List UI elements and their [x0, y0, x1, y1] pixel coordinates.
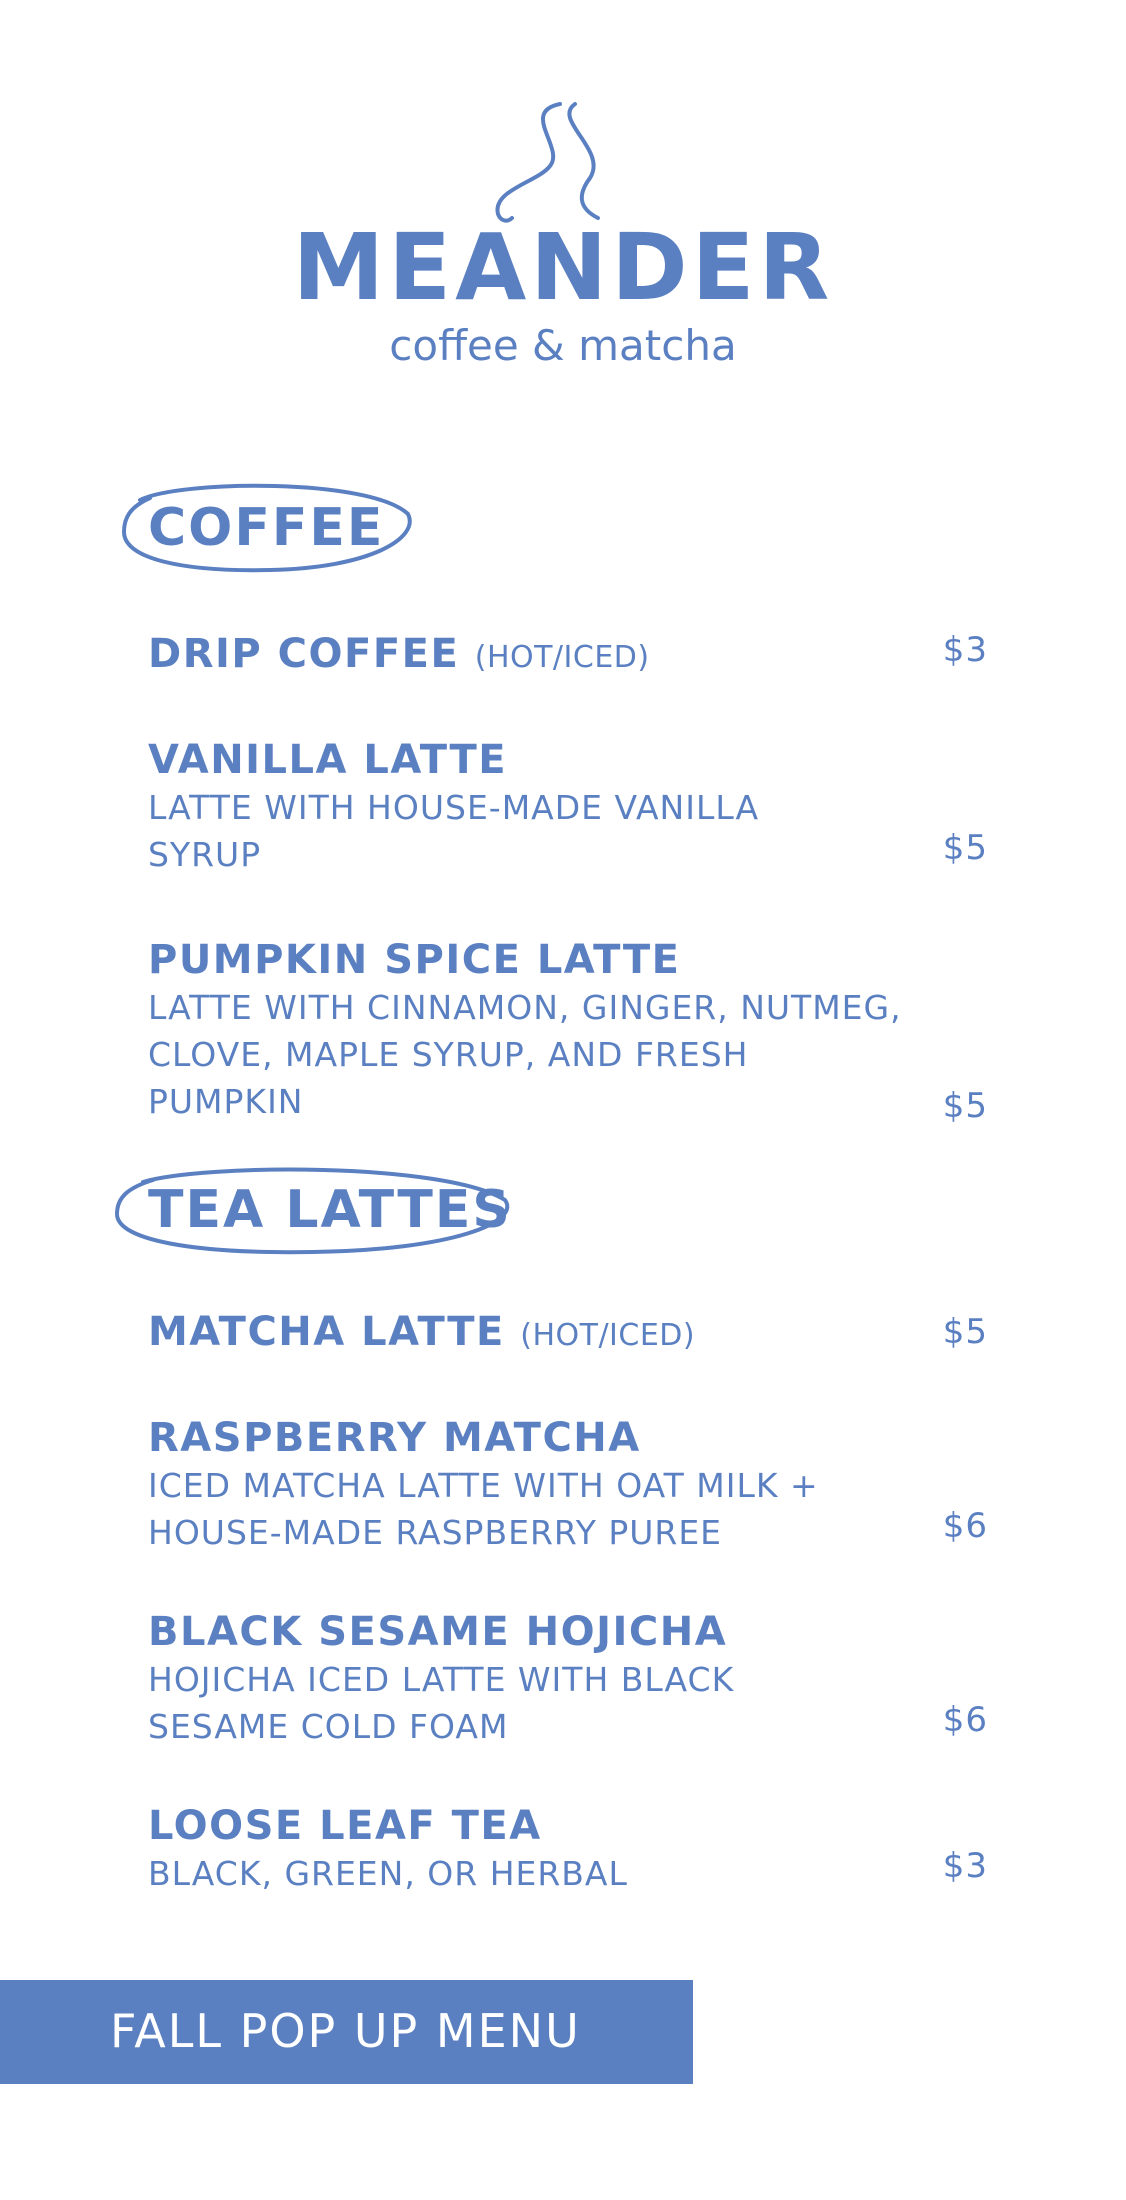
item-name: LOOSE LEAF TEA [148, 1803, 542, 1849]
item-name: BLACK SESAME HOJICHA [148, 1609, 728, 1655]
menu-item [148, 736, 988, 878]
menu-item [148, 936, 988, 1125]
menu-item [148, 1414, 988, 1556]
steam-icon [490, 100, 620, 225]
menu-item [148, 1608, 988, 1750]
section-heading-tea-lattes [113, 1162, 518, 1257]
item-price: $3 [942, 630, 988, 670]
section-title: COFFEE [148, 498, 385, 558]
brand-tagline: coffee & matcha [389, 321, 737, 370]
item-price: $5 [942, 828, 988, 868]
item-description: BLACK, GREEN, OR HERBAL [148, 1854, 628, 1893]
banner-label: FALL POP UP MENU [110, 2004, 581, 2058]
item-note: (HOT/ICED) [520, 1318, 696, 1353]
section-heading-coffee [120, 480, 420, 575]
item-name: PUMPKIN SPICE LATTE [148, 937, 681, 983]
item-price: $6 [942, 1700, 988, 1740]
item-description: HOJICHA ICED LATTE WITH BLACK SESAME COLD FOAM [148, 1660, 735, 1746]
brand-name: MEANDER [292, 214, 834, 321]
item-price: $3 [942, 1846, 988, 1886]
item-name: VANILLA LATTE [148, 737, 508, 783]
menu-item [148, 630, 988, 682]
item-price: $6 [942, 1506, 988, 1546]
item-note: (HOT/ICED) [474, 640, 650, 675]
item-name: MATCHA LATTE (HOT/ICED) [148, 1309, 696, 1355]
item-name: DRIP COFFEE (HOT/ICED) [148, 631, 650, 677]
item-name: RASPBERRY MATCHA [148, 1415, 641, 1461]
item-description: LATTE WITH CINNAMON, GINGER, NUTMEG, CLOVE, MAPLE SYRUP, AND FRESH PUMPKIN [148, 988, 902, 1121]
item-price: $5 [942, 1086, 988, 1126]
menu-item [148, 1308, 988, 1360]
section-title: TEA LATTES [148, 1180, 512, 1240]
item-description: LATTE WITH HOUSE-MADE VANILLA SYRUP [148, 788, 760, 874]
fall-popup-banner [0, 1980, 693, 2084]
item-price: $5 [942, 1312, 988, 1352]
item-description: ICED MATCHA LATTE WITH OAT MILK + HOUSE-MADE RASPBERRY PUREE [148, 1466, 819, 1552]
menu-item [148, 1802, 988, 1897]
